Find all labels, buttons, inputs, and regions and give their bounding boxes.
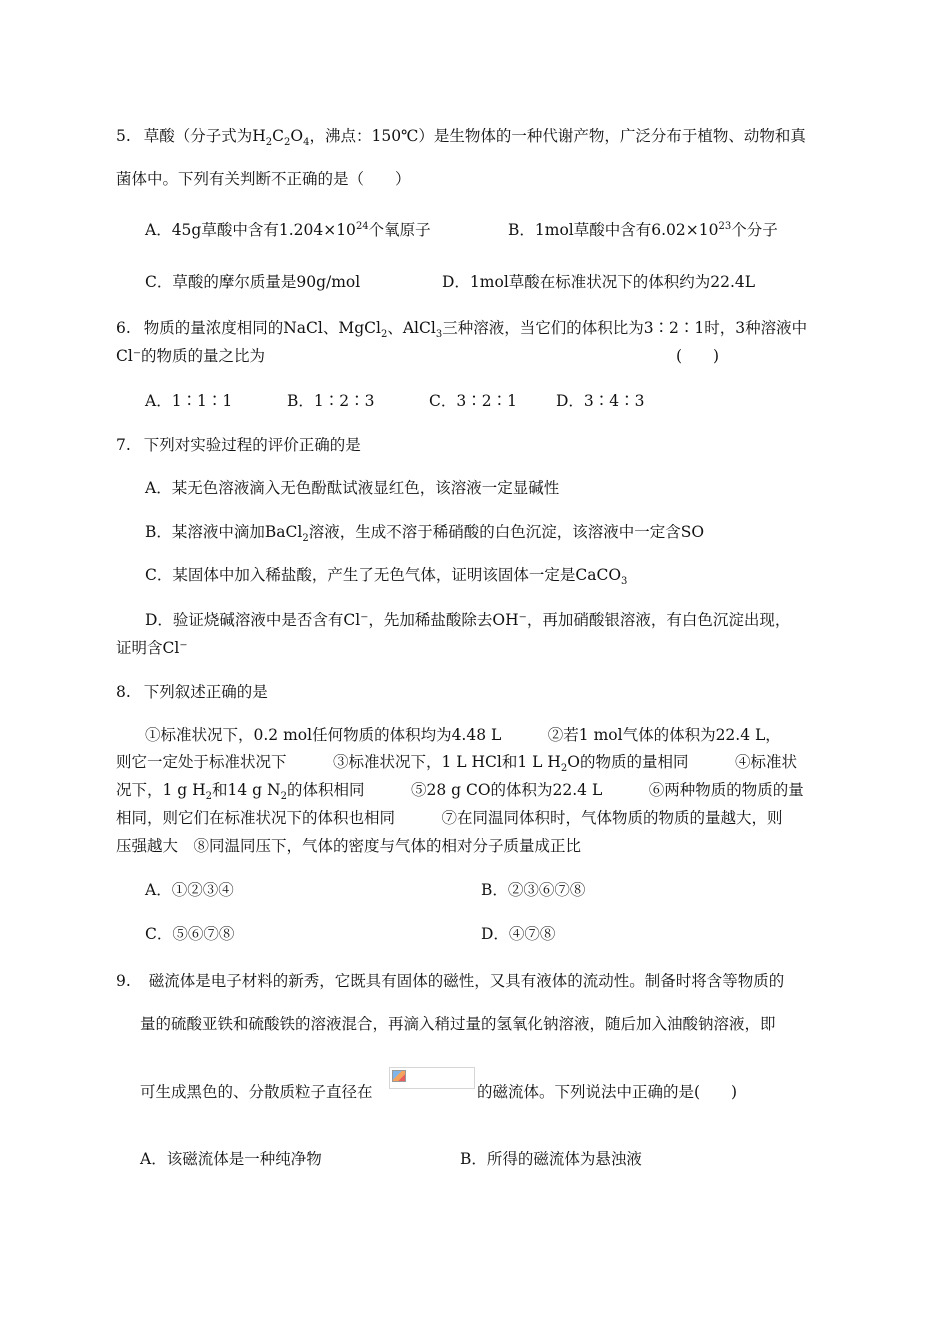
q9-stem-line3-post: 的磁流体。下列说法中正确的是( ) [477, 1083, 738, 1101]
q5-option-c: C．草酸的摩尔质量是90g/mol [145, 273, 361, 291]
q5-number: 5. [116, 127, 131, 145]
q7-option-d-line2: 证明含Cl⁻ [116, 639, 188, 657]
q8-body-sub: 2 [205, 791, 213, 803]
q5-option-a [145, 220, 431, 240]
q8-body-sub: 2 [280, 791, 287, 803]
q5-stem-line2: 菌体中。下列有关判断不正确的是（ ） [116, 170, 411, 188]
q8-option-b: B．②③⑥⑦⑧ [481, 881, 586, 899]
q5-stem-line1 [116, 126, 806, 149]
q8-body-text: 和14 g N [212, 781, 281, 799]
q8-body-line5: 压强越大 ⑧同温同压下，气体的密度与气体的相对分子质量成正比 [116, 837, 582, 855]
q7-option-c [145, 565, 628, 588]
q6-option-b: B．1∶2∶3 [287, 392, 375, 410]
q6-number: 6. [116, 319, 131, 337]
q8-body-line1: ①标准状况下，0.2 mol任何物质的体积均为4.48 L ②若1 mol气体的体积为22.4 L， [145, 726, 781, 744]
q8-body-line2 [116, 752, 797, 775]
image-icon [392, 1070, 406, 1082]
q9-stem-line2: 量的硫酸亚铁和硫酸铁的溶液混合，再滴入稍过量的氢氧化钠溶液，随后加入油酸钠溶液，即 [140, 1015, 776, 1033]
q9-number: 9. [116, 972, 131, 990]
q8-stem [116, 682, 268, 702]
q9-stem-line1 [116, 971, 784, 991]
q5-stem-part: C [272, 127, 285, 145]
q7-option-a: A．某无色溶液滴入无色酚酞试液显红色，该溶液一定显碱性 [145, 479, 560, 497]
q6-sub: 3 [435, 329, 443, 341]
q5-option-a-sup: 24 [355, 220, 369, 232]
q5-option-b-text: B．1mol草酸中含有6.02×10 [508, 221, 719, 239]
q8-body-text: 的体积相同 ⑤28 g CO的体积为22.4 L ⑥两种物质的物质的量 [286, 781, 804, 799]
q9-stem-line3-pre: 可生成黑色的、分散质粒子直径在 [140, 1083, 373, 1101]
q8-body-text: 则它一定处于标准状况下 ③标准状况下，1 L HCl和1 L H [116, 753, 561, 771]
q5-option-b-sup: 23 [718, 220, 732, 232]
q7-number: 7. [116, 436, 131, 454]
q7-option-c-text: C．某固体中加入稀盐酸，产生了无色气体，证明该固体一定是CaCO [145, 566, 622, 584]
q6-sub: 2 [380, 329, 388, 341]
q9-option-a: A．该磁流体是一种纯净物 [140, 1150, 322, 1168]
q8-body-text: O的物质的量相同 ④标准状 [567, 753, 797, 771]
q6-stem-part: 物质的量浓度相同的NaCl、MgCl [143, 319, 381, 337]
q6-option-d: D．3∶4∶3 [556, 392, 645, 410]
q8-number: 8. [116, 683, 131, 701]
q9-option-b: B．所得的磁流体为悬浊液 [460, 1150, 642, 1168]
q5-option-b-text: 个分子 [731, 221, 778, 239]
q5-stem-part: ，沸点：150℃）是生物体的一种代谢产物，广泛分布于植物、动物和真 [309, 127, 806, 145]
q8-option-a: A．①②③④ [145, 881, 234, 899]
q6-stem-part: 三种溶液，当它们的体积比为3∶2∶1时，3种溶液中 [442, 319, 808, 337]
q8-option-d: D．④⑦⑧ [481, 925, 556, 943]
q7-stem-text: 下列对实验过程的评价正确的是 [143, 436, 361, 454]
q8-body-line3 [116, 780, 804, 803]
q5-option-d: D．1mol草酸在标准状况下的体积约为22.4L [442, 273, 756, 291]
q5-sub: 2 [265, 137, 273, 149]
q5-sub: 4 [303, 137, 310, 149]
q7-option-b-text: 溶液，生成不溶于稀硝酸的白色沉淀，该溶液中一定含SO [308, 523, 705, 541]
q5-stem-part: O [290, 127, 304, 145]
q6-answer-paren: ( ) [676, 347, 720, 365]
q8-body-sub: 2 [560, 763, 568, 775]
q7-option-b [145, 522, 705, 545]
q6-stem-line2: Cl⁻的物质的量之比为 [116, 347, 265, 365]
q5-option-b [508, 220, 778, 240]
q9-stem-text: 磁流体是电子材料的新秀，它既具有固体的磁性，又具有液体的流动性。制备时将含等物质的 [148, 972, 785, 990]
broken-image-placeholder [389, 1067, 475, 1089]
q6-stem-line1 [116, 318, 808, 341]
q5-stem-part: 草酸（分子式为H [143, 127, 266, 145]
q8-body-line4: 相同，则它们在标准状况下的体积也相同 ⑦在同温同体积时，气体物质的物质的量越大，则 [116, 809, 783, 827]
q5-option-a-text: 个氧原子 [368, 221, 431, 239]
q7-option-b-text: B．某溶液中滴加BaCl [145, 523, 303, 541]
q8-body-text: 况下，1 g H [116, 781, 206, 799]
q5-option-a-text: A．45g草酸中含有1.204×10 [145, 221, 356, 239]
q7-option-d-line1: D．验证烧碱溶液中是否含有Cl⁻，先加稀盐酸除去OH⁻，再加硝酸银溶液，有白色沉淀出现， [145, 611, 791, 629]
q7-option-b-sub: 2 [302, 533, 309, 545]
q6-option-c: C．3∶2∶1 [429, 392, 517, 410]
q7-stem [116, 435, 361, 455]
q7-option-c-sub: 3 [621, 576, 628, 588]
q6-stem-part: 、AlCl [387, 319, 436, 337]
q5-sub: 2 [284, 137, 291, 149]
q6-option-a: A．1∶1∶1 [145, 392, 233, 410]
q8-stem-text: 下列叙述正确的是 [143, 683, 268, 701]
q8-option-c: C．⑤⑥⑦⑧ [145, 925, 235, 943]
